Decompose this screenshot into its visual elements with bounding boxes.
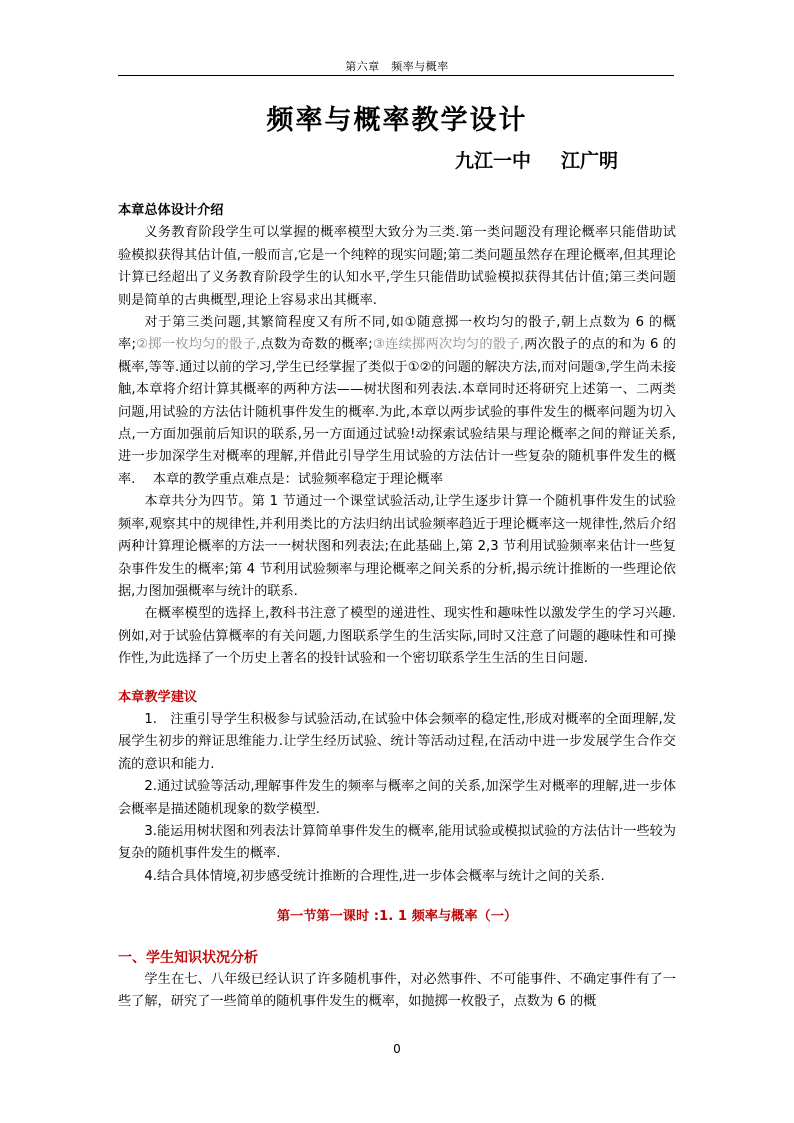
p2-part-c: 点数为奇数的概率; <box>260 337 373 353</box>
document-title: 频率与概率教学设计 <box>266 105 528 136</box>
header-rule <box>118 75 674 76</box>
suggestions-heading: 本章教学建议 <box>118 689 198 705</box>
p2-part-b: ②掷一枚均匀的骰子, <box>135 337 261 353</box>
suggestion-item-1: 1. 注重引导学生积极参与试验活动,在试验中体会频率的稳定性,形成对概率的全面理解,发展学生初步的辩证思维能力.让学生经历试验、统计等活动过程,在活动中进一步发展学生合作交流的意识和能力. <box>118 711 676 772</box>
section-paragraph-1: 学生在七、八年级已经认识了许多随机事件，对必然事件、不可能事件、不确定事件有了一些了解，研究了一些简单的随机事件发生的概率，如抛掷一枚骰子，点数为 6 的概 <box>118 972 676 1010</box>
document-body <box>118 200 676 1014</box>
running-header: 第六章 频率与概率 <box>345 60 449 73</box>
overview-paragraph-3: 本章共分为四节。第 1 节通过一个课堂试验活动,让学生逐步计算一个随机事件发生的试验频率,观察其中的规律性,并利用类比的方法归纳出试验频率趋近于理论概率这一规律性,然后介绍两种计算理论概率的方法一一树状图和列表法;在此基础上,第 2,3 节利用试验频率来估计一些复杂事件发生的概率;第 4 节利用试验频率与理论概率之间关系的分析,揭示统计推断的一些理论依据,力图加强概率与统计的联系. <box>118 494 676 599</box>
p2-part-e: 两次骰子的点的和为 6 的概率,等等.通过以前的学习,学生已经掌握了类似于①②的问题的解决方法,而对问题③,学生尚未接触,本章将介绍计算其概率的两种方法——树状图和列表法.本章同时还将研究上述第一、二两类问题,用试验的方法估计随机事件发生的概率.为此,本章以两步试验的事件发生的概率问题为切入点,一方面加强前后知识的联系,另一方面通过试验!动探索试验结果与理论概率之间的辩证关系,进一步加深学生对概率的理解,并借此引导学生用试验的方法估计一些复杂的随机事件发生的概率. 本章的教学重点难点是：试验频率稳定于理论概率 <box>118 337 676 487</box>
author-name: 江广明 <box>561 150 619 172</box>
overview-paragraph-2 <box>118 312 676 491</box>
suggestion-item-2: 2.通过试验等活动,理解事件发生的频率与概率之间的关系,加深学生对概率的理解,进一步体会概率是描述随机现象的数学模型. <box>118 779 676 817</box>
author-school: 九江一中 <box>455 150 532 172</box>
author-line <box>455 146 618 173</box>
section-title: 第一节第一课时 :1. 1 频率与概率（一） <box>276 909 518 925</box>
overview-paragraph-1: 义务教育阶段学生可以掌握的概率模型大致分为三类.第一类问题没有理论概率只能借助试验模拟获得其估计值,一般而言,它是一个纯粹的现实问题;第二类问题虽然存在理论概率,但其理论计算已经超出了义务教育阶段学生的认知水平,学生只能借助试验模拟获得其估计值;第三类问题则是简单的古典概型,理论上容易求出其概率. <box>118 225 676 308</box>
overview-heading: 本章总体设计介绍 <box>118 203 224 218</box>
page-number: 0 <box>393 1042 401 1056</box>
p2-part-a: 对于第三类问题,其繁简程度又有所不同,如①随意掷一枚均匀的骰子,朝上点数为 6 的概率; <box>118 315 676 353</box>
overview-paragraph-4: 在概率模型的选择上,教科书注意了模型的递进性、现实性和趣味性以激发学生的学习兴趣.例如,对于试验估算概率的有关问题,力图联系学生的生活实际,同时又注意了问题的趣味性和可操作性,为此选择了一个历史上著名的投针试验和一个密切联系学生生活的生日问题. <box>118 606 676 667</box>
suggestion-item-3: 3.能运用树状图和列表法计算简单事件发生的概率,能用试验或模拟试验的方法估计一些较为复杂的随机事件发生的概率. <box>118 823 676 862</box>
p2-part-d: ③连续掷两次均匀的骰子, <box>372 337 524 353</box>
suggestion-item-4: 4.结合具体情境,初步感受统计推断的合理性,进一步体会概率与统计之间的关系. <box>144 868 605 884</box>
section-subheading: 一、学生知识状况分析 <box>118 949 258 966</box>
